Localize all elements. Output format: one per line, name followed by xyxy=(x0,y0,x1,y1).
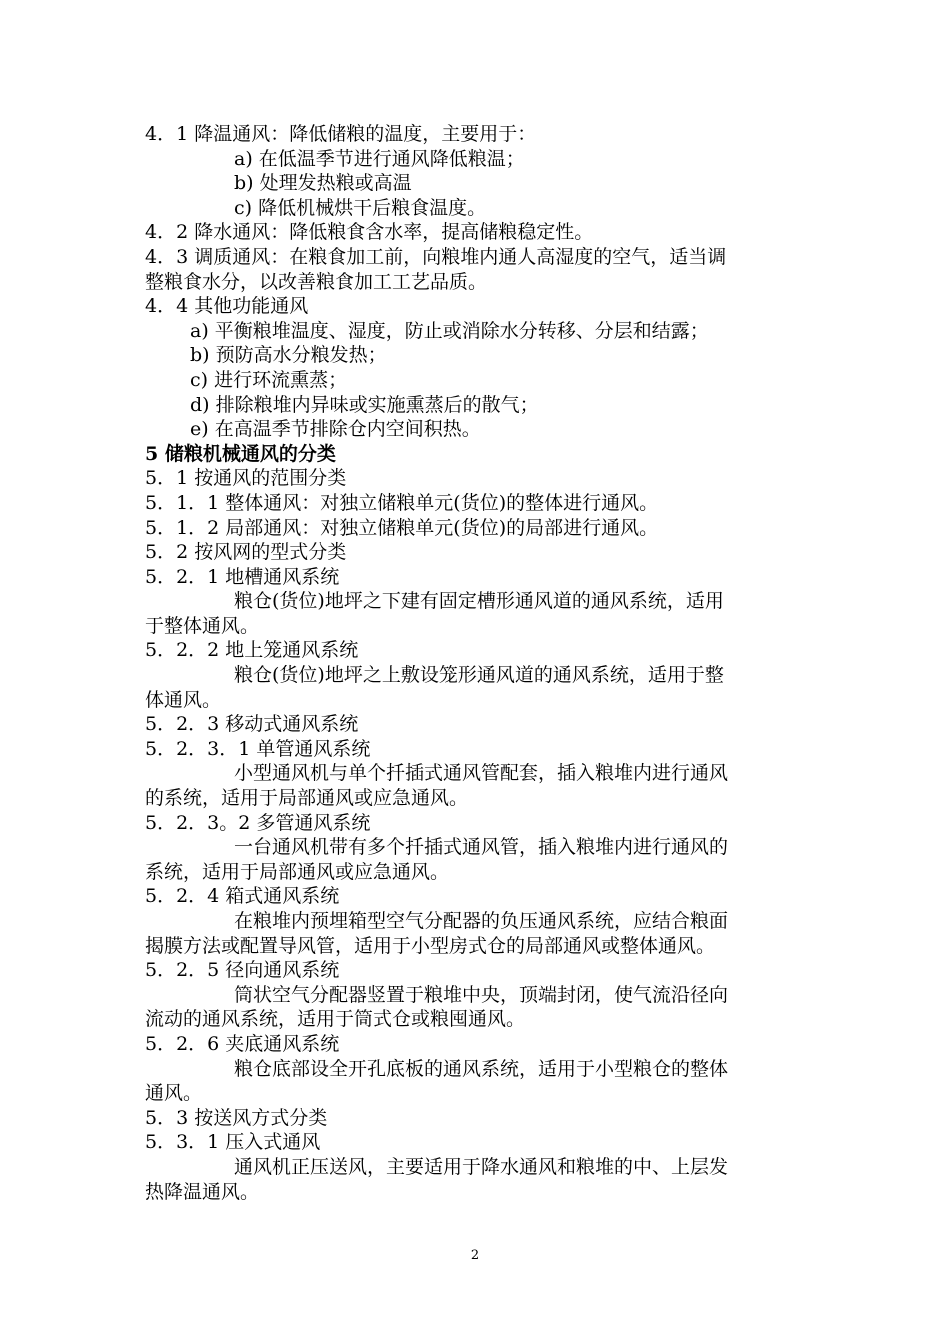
text-line: 流动的通风系统，适用于筒式仓或粮囤通风。 xyxy=(145,1008,526,1031)
text-line: 粮仓底部设全开孔底板的通风系统，适用于小型粮仓的整体 xyxy=(234,1057,729,1080)
text-line: 一台通风机带有多个扦插式通风管，插入粮堆内进行通风的 xyxy=(234,836,729,859)
text-line: 5．2．4 箱式通风系统 xyxy=(145,885,340,908)
text-line: 5．1．2 局部通风：对独立储粮单元(货位)的局部进行通风。 xyxy=(145,516,659,539)
text-line: b) 预防高水分粮发热； xyxy=(190,344,387,367)
text-line: d) 排除粮堆内异味或实施熏蒸后的散气； xyxy=(190,393,539,416)
text-line: 5．2．3．1 单管通风系统 xyxy=(145,737,371,760)
text-line: 4．4 其他功能通风 xyxy=(145,295,309,318)
text-line: 4．1 降温通风：降低储粮的温度，主要用于： xyxy=(145,123,537,145)
text-line: 5．2．5 径向通风系统 xyxy=(145,959,340,982)
text-line: 的系统，适用于局部通风或应急通风。 xyxy=(145,787,469,810)
text-line: 通风。 xyxy=(145,1082,203,1105)
text-line: 5．1 按通风的范围分类 xyxy=(145,467,347,490)
document-body xyxy=(145,122,810,1204)
text-line: 5．2．1 地槽通风系统 xyxy=(145,565,340,588)
text-line: a) 平衡粮堆温度、湿度，防止或消除水分转移、分层和结露； xyxy=(190,319,709,342)
text-line: c) 进行环流熏蒸； xyxy=(190,368,348,391)
text-line: 系统，适用于局部通风或应急通风。 xyxy=(145,860,450,883)
text-line: 4．2 降水通风：降低粮食含水率，提高储粮稳定性。 xyxy=(145,221,594,244)
text-line: 热降温通风。 xyxy=(145,1180,260,1203)
text-line: b) 处理发热粮或高温 xyxy=(234,172,412,195)
text-line: 5．2．3 移动式通风系统 xyxy=(145,713,359,736)
text-line: 在粮堆内预埋箱型空气分配器的负压通风系统，应结合粮面 xyxy=(234,910,729,932)
text-line: 筒状空气分配器竖置于粮堆中央，顶端封闭，使气流沿径向 xyxy=(234,983,729,1006)
text-line: 粮仓(货位)地坪之下建有固定槽形通风道的通风系统，适用 xyxy=(234,590,724,613)
text-line: 5．1．1 整体通风：对独立储粮单元(货位)的整体进行通风。 xyxy=(145,491,659,514)
text-line: 5 储粮机械通风的分类 xyxy=(145,442,336,465)
text-line: 小型通风机与单个扦插式通风管配套，插入粮堆内进行通风 xyxy=(234,762,729,785)
text-line: 揭膜方法或配置导风管，适用于小型房式仓的局部通风或整体通风。 xyxy=(145,934,716,957)
text-line: 5．3 按送风方式分类 xyxy=(145,1106,328,1129)
text-line: 5．2．3。2 多管通风系统 xyxy=(145,811,371,834)
page-number: 2 xyxy=(470,1248,480,1263)
text-line: 整粮食水分，以改善粮食加工工艺品质。 xyxy=(145,270,488,293)
text-line: 5．2．6 夹底通风系统 xyxy=(145,1032,340,1055)
text-line: 5．3．1 压入式通风 xyxy=(145,1131,321,1154)
text-line: 通风机正压送风，主要适用于降水通风和粮堆的中、上层发 xyxy=(234,1155,729,1178)
text-line: 4．3 调质通风：在粮食加工前，向粮堆内通人高湿度的空气，适当调 xyxy=(145,245,727,268)
text-line: 粮仓(货位)地坪之上敷设笼形通风道的通风系统，适用于整 xyxy=(234,664,724,687)
text-line: 于整体通风。 xyxy=(145,614,260,637)
text-line: c) 降低机械烘干后粮食温度。 xyxy=(234,196,487,219)
text-line: 5．2 按风网的型式分类 xyxy=(145,541,347,564)
text-line: 体通风。 xyxy=(145,688,222,711)
text-line: a) 在低温季节进行通风降低粮温； xyxy=(234,147,525,170)
text-line: 5．2．2 地上笼通风系统 xyxy=(145,639,359,662)
text-line: e) 在高温季节排除仓内空间积热。 xyxy=(190,418,481,441)
